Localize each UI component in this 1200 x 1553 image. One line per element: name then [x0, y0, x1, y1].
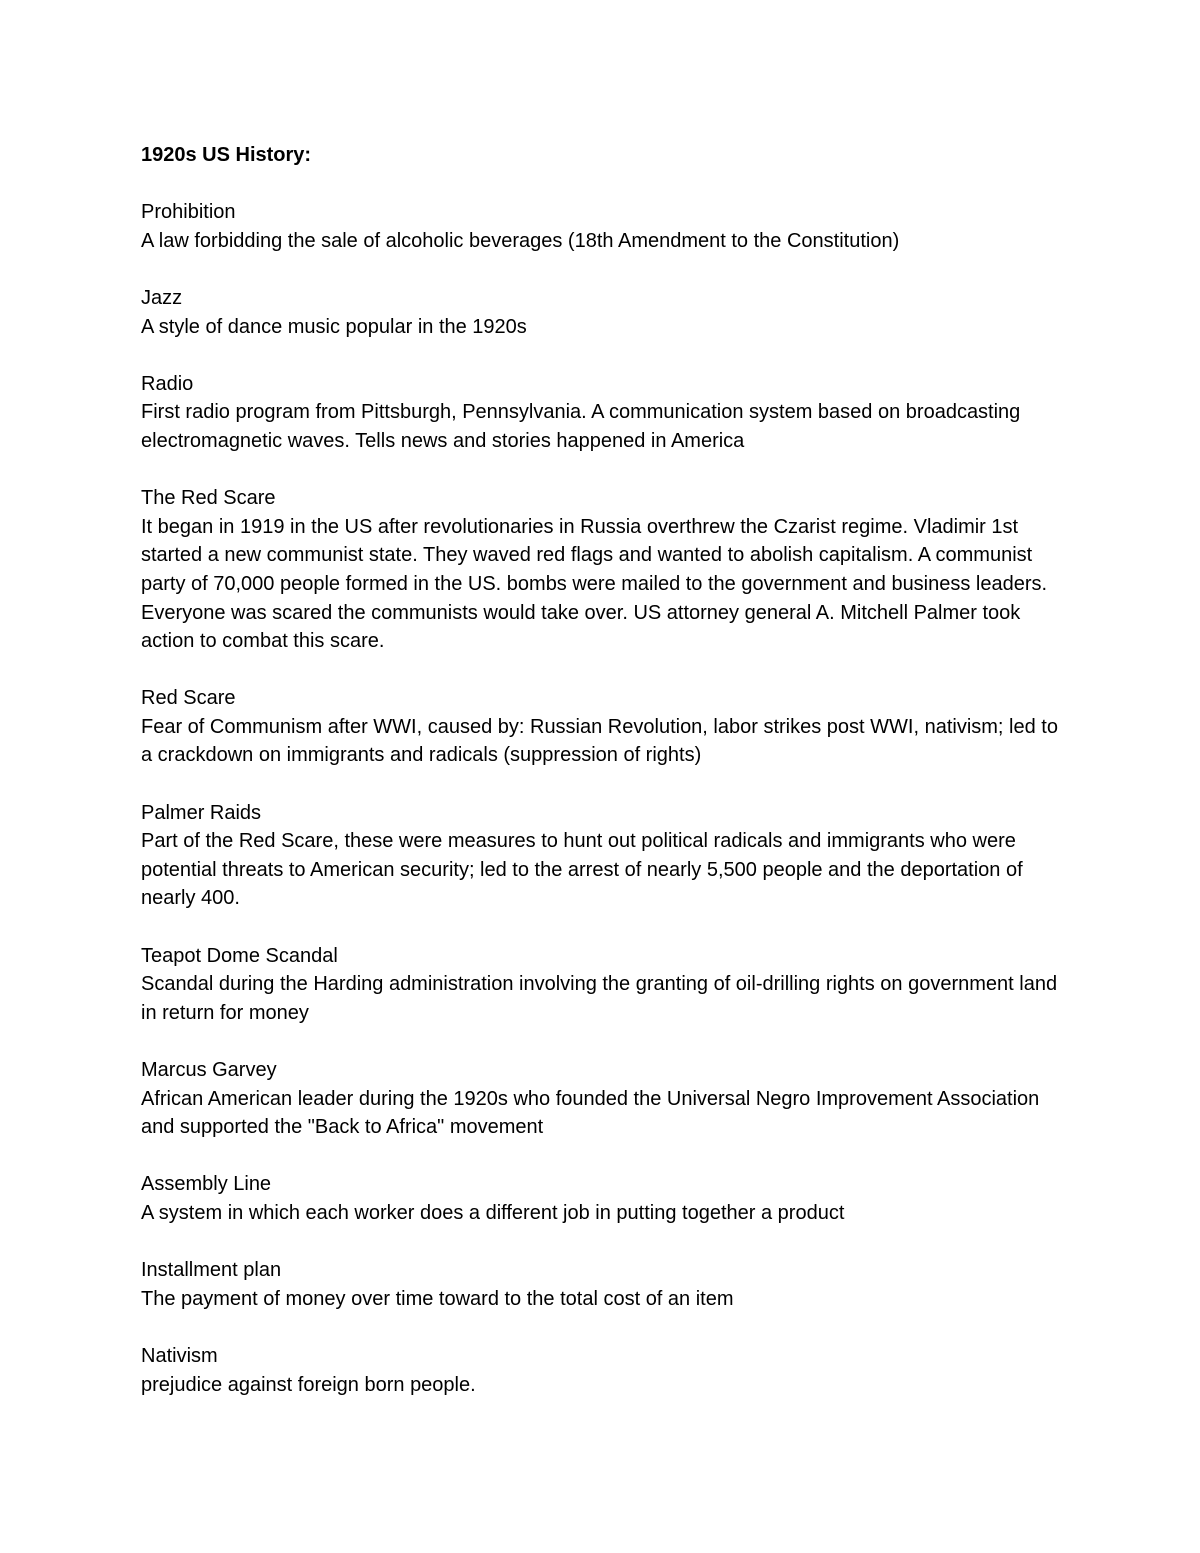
entry-term: Nativism	[141, 1344, 218, 1367]
entry-definition: African American leader during the 1920s who founded the Universal Negro Improvement Association and supported the "Back to Africa" movement	[141, 1087, 1040, 1139]
entry-term: Installment plan	[141, 1259, 282, 1282]
glossary-entry	[141, 942, 1071, 1028]
entry-definition: The payment of money over time toward to the total cost of an item	[141, 1287, 734, 1310]
glossary-entry	[141, 1342, 1071, 1399]
entry-term: Marcus Garvey	[141, 1059, 277, 1081]
entry-definition: It began in 1919 in the US after revolutionaries in Russia overthrew the Czarist regime. Vladimir 1st started a new communist state. They waved red flags and wanted to abolish capitalism. A communist party of 70,000 people formed in the US. bombs were mailed to the government and business leaders. Everyone was scared the communists would take over. US attorney general A. Mitchell Palmer took action to combat this scare.	[141, 515, 1048, 653]
glossary-entry	[141, 1170, 1071, 1227]
glossary-entry	[141, 370, 1071, 456]
entry-definition: Fear of Communism after WWI, caused by: Russian Revolution, labor strikes post WWI, nativism; led to a crackdown on immigrants and radicals (suppression of rights)	[141, 715, 1058, 767]
glossary-entry	[141, 284, 1071, 341]
entry-term: Red Scare	[141, 687, 236, 710]
glossary-entry	[141, 198, 1071, 255]
entry-definition: Part of the Red Scare, these were measures to hunt out political radicals and immigrants who were potential threats to American security; led to the arrest of nearly 5,500 people and the deportation of nearly 400.	[141, 830, 1023, 910]
document-page	[141, 141, 1071, 1428]
glossary-entry	[141, 799, 1071, 913]
entry-term: Teapot Dome Scandal	[141, 944, 338, 967]
glossary-entry	[141, 684, 1071, 770]
entry-term: Assembly Line	[141, 1173, 272, 1196]
glossary-entry	[141, 1056, 1071, 1142]
glossary-entry	[141, 1256, 1071, 1313]
entry-definition: A system in which each worker does a different job in putting together a product	[141, 1201, 845, 1224]
document-title: 1920s US History:	[141, 144, 312, 166]
entry-term: The Red Scare	[141, 487, 276, 510]
glossary-entry	[141, 484, 1071, 656]
entry-term: Radio	[141, 372, 194, 395]
entry-definition: Scandal during the Harding administration involving the granting of oil-drilling rights on government land in return for money	[141, 973, 1058, 1024]
entry-definition: A law forbidding the sale of alcoholic beverages (18th Amendment to the Constitution)	[141, 229, 900, 252]
entry-term: Jazz	[141, 286, 183, 309]
entry-term: Prohibition	[141, 201, 236, 224]
entry-definition: First radio program from Pittsburgh, Pennsylvania. A communication system based on broadcasting electromagnetic waves. Tells news and stories happened in America	[141, 401, 1021, 452]
entry-term: Palmer Raids	[141, 801, 262, 824]
entry-definition: A style of dance music popular in the 1920s	[141, 315, 527, 338]
entry-definition: prejudice against foreign born people.	[141, 1373, 476, 1396]
